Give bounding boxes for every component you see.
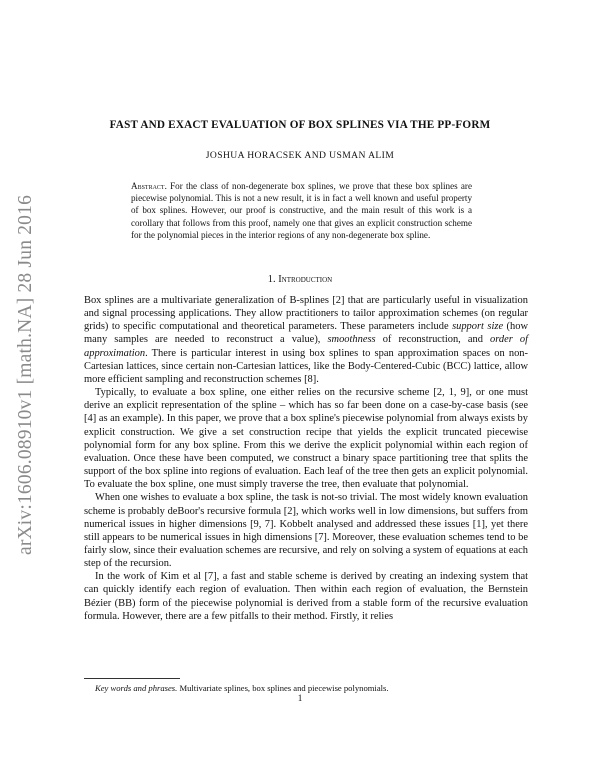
paragraph-1-text-a: Box splines are a multivariate generalization of B-splines [2] that are particularly useful in visualization and signal processing applications. They allow practitioners to tailor approximation schemes (on regular grids) to specific computational and theoretical parameters. These parameters include [84,295,528,333]
footnote-label: Key words and phrases. [95,683,178,693]
section-heading [60,274,540,285]
paragraph-1-text-c: of reconstruction, and [375,334,490,346]
emphasis-support-size: support size [452,321,504,333]
abstract-text: For the class of non-degenerate box splines, we prove that these box splines are piecewise polynomial. This is not a new result, it is in fact a well known and useful property of box splines. However, our proof is constructive, and the main result of this work is a corollary that follows from this proof, namely one that gives an explicit construction scheme for the polynomial pieces in the interior regions of any non-degenerate box spline. [131,181,472,240]
paragraph-4: In the work of Kim et al [7], a fast and stable scheme is derived by creating an indexing system that can quickly identify each region of evaluation. Then within each region of evaluation, the Bernstein Bézier (BB) form of the piecewise polynomial is derived from a stable form of the recursive evaluation formula. However, there are a few pitfalls to their method. Firstly, it relies [84,571,528,622]
footnote-text: Multivariate splines, box splines and piecewise polynomials. [179,683,389,693]
paragraph-3: When one wishes to evaluate a box spline, the task is not-so trivial. The most widely known evaluation scheme is probably deBoor's recursive formula [2], which works well in low dimensions, but suffers from numerical issues in higher dimensions [9, 7]. Kobbelt analysed and addressed these issues [1], yet there still appears to be numerical issues in high dimensions [7]. Moreover, these evaluation schemes tend to be fairly slow, since their evaluation schemes are recursive, and rely on solving a system of equations at each step of the recursion. [84,492,528,570]
paragraph-1-text-b: (how many samples are needed to reconstruct a value), [84,321,529,346]
footnote [84,683,528,693]
emphasis-order-of-approximation: order of approximation [84,334,528,359]
page-number: 1 [297,693,303,703]
arxiv-side-stamp [6,175,46,575]
section-title: Introduction [278,274,333,285]
abstract-label: Abstract. [131,181,167,191]
arxiv-identifier: arXiv:1606.08910v1 [math.NA] 28 Jun 2016 [15,194,36,556]
section-number: 1. [267,274,276,285]
paragraph-1 [84,294,528,386]
abstract [131,180,472,241]
footnote-divider [84,678,180,679]
paragraph-2: Typically, to evaluate a box spline, one either relies on the recursive scheme [2, 1, 9], or one must derive an explicit representation of the spline – which has so far been done on a case-by-case basis (see [4] as an example). In this paper, we prove that a box spline's piecewise polynomial from always exists by explicit construction. We give a set construction recipe that yields the explicit truncated piecewise polynomial form for any box spline. From this we derive the explicit polynomial within each region of evaluation. Once these have been computed, we construct a binary space partitioning tree that splits the support of the box spline into regions of evaluation. Each leaf of the tree then gets an explicit polynomial. To evaluate the box spline, one must simply traverse the tree, then evaluate that polynomial. [84,387,528,491]
emphasis-smoothness: smoothness [327,334,376,346]
paper-title: FAST AND EXACT EVALUATION OF BOX SPLINES VIA THE PP-FORM [109,119,491,131]
paragraph-1-text-d: . There is particular interest in using box splines to span approximation spaces on non-Cartesian lattices, since certain non-Cartesian lattices, like the Body-Centered-Cubic (BCC) lattice, allow more efficient sampling and reconstruction schemes [8]. [84,347,528,385]
paper-authors: JOSHUA HORACSEK AND USMAN ALIM [205,150,395,161]
body-text [84,294,528,623]
